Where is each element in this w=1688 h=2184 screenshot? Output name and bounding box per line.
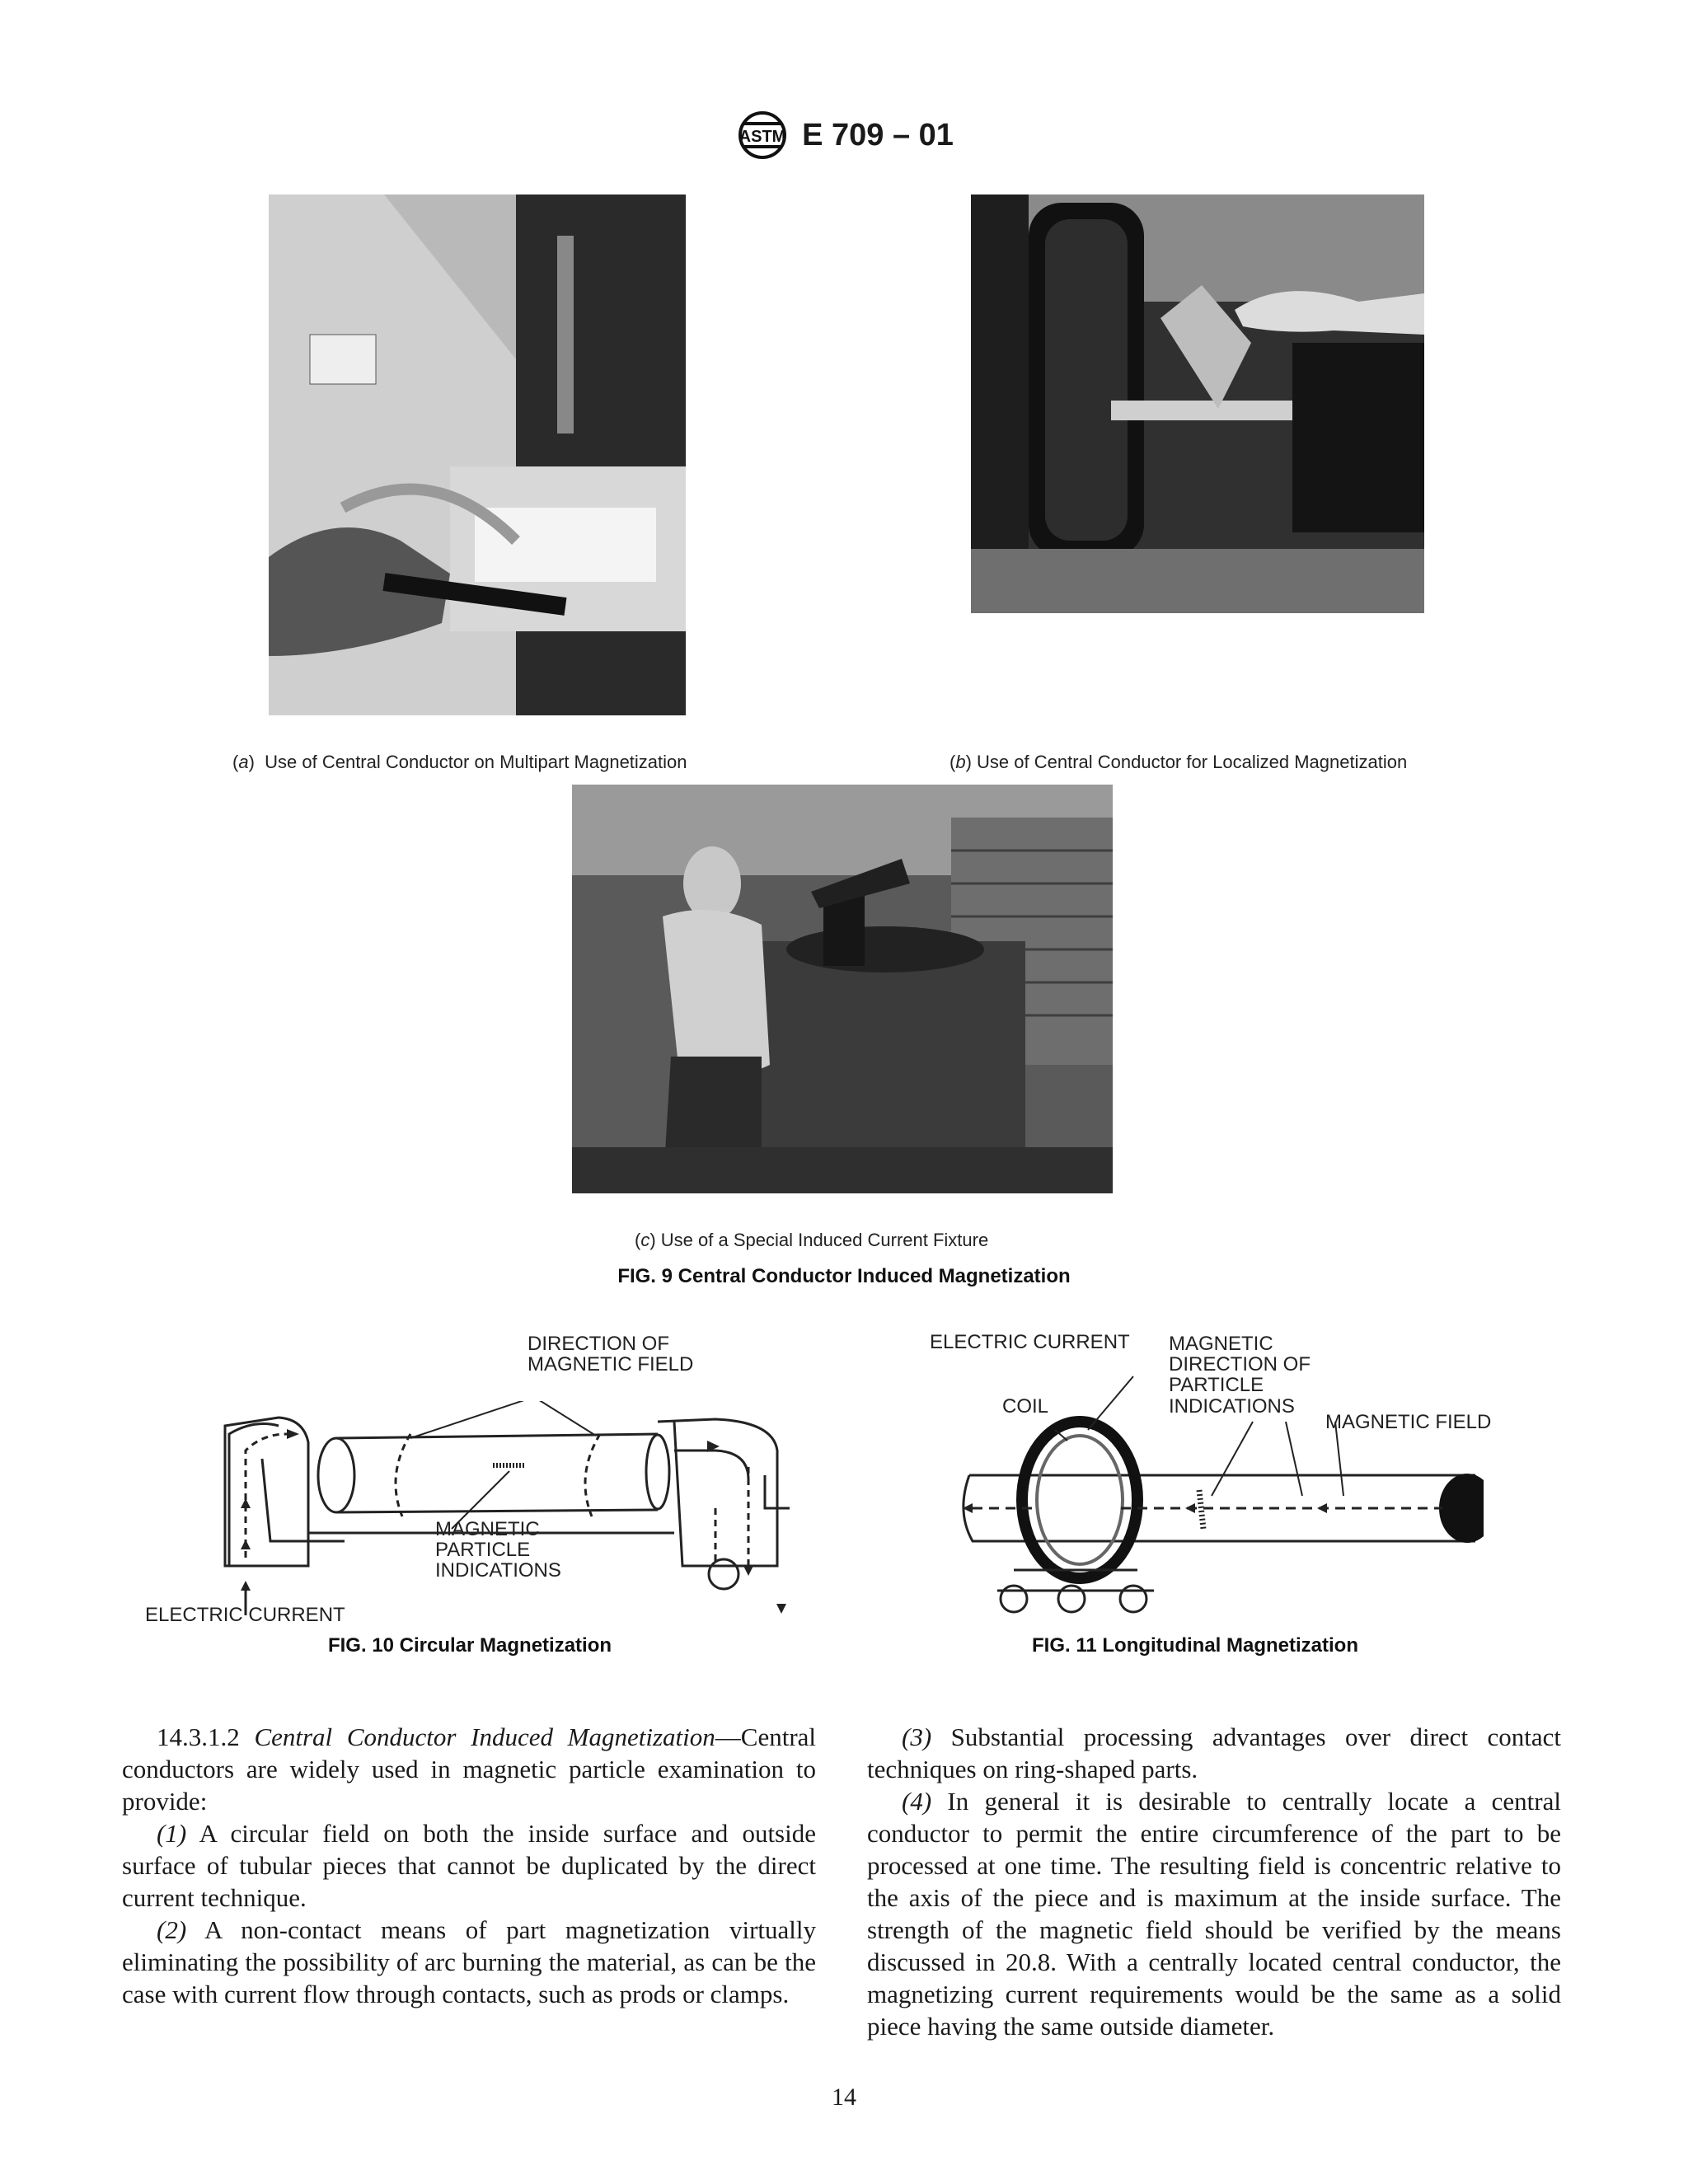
right-text-column <box>867 1721 1561 2042</box>
fig9c-caption: (c) Use of a Special Induced Current Fixture <box>635 1230 989 1250</box>
list-item-4 <box>867 1785 1561 2042</box>
fig11-label-magnetic-field: MAGNETIC FIELD <box>1325 1411 1492 1433</box>
list-text-4: In general it is desirable to centrally locate a central conductor to permit the entire circumference of the part to be processed at one time. The resulting field is concentric relative to the axis of the piece and is maximum at the inside surface. The strength of the magnetic field should be verified by the means discussed in 20.8. With a centrally located central conductor, the magnetizing current requirements would be the same as a solid piece having the same outside diameter. <box>867 1787 1561 2041</box>
list-item-1 <box>122 1817 816 1914</box>
svg-text:ASTM: ASTM <box>738 128 786 146</box>
photo-central-conductor-multipart <box>269 194 686 715</box>
section-heading: Central Conductor Induced Magnetization <box>254 1722 715 1751</box>
photo-special-induced-current-fixture <box>572 785 1113 1193</box>
fig9b-letter: b <box>955 752 966 772</box>
fig10-label-particle-indications: MAGNETIC PARTICLE INDICATIONS <box>435 1518 561 1582</box>
fig9b-caption-text: Use of Central Conductor for Localized Magnetization <box>977 752 1408 772</box>
list-marker-2: (2) <box>157 1915 187 1944</box>
fig9a-caption-text: Use of Central Conductor on Multipart Magnetization <box>265 752 687 772</box>
list-marker-1: (1) <box>157 1819 187 1848</box>
photo-central-conductor-localized <box>971 194 1424 613</box>
list-text-3: Substantial processing advantages over direct contact techniques on ring-shaped parts. <box>867 1722 1561 1783</box>
fig10-label-electric-current: ELECTRIC CURRENT <box>145 1604 345 1626</box>
fig11-caption: FIG. 11 Longitudinal Magnetization <box>1032 1634 1358 1657</box>
fig11-label-coil: COIL <box>1002 1395 1049 1418</box>
page-number: 14 <box>832 2083 856 2111</box>
fig9b-caption: (b) Use of Central Conductor for Localized Magnetization <box>950 752 1408 772</box>
fig9-caption: FIG. 9 Central Conductor Induced Magnetization <box>617 1265 1071 1287</box>
astm-logo-icon <box>734 109 790 162</box>
left-text-column <box>122 1721 816 2010</box>
fig11-label-electric-current: ELECTRIC CURRENT <box>930 1331 1130 1353</box>
section-intro: —Central conductors are widely used in magnetic particle examination to provide: <box>122 1722 817 1816</box>
fig9a-letter: a <box>238 752 249 772</box>
list-text-2: A non-contact means of part magnetization virtually eliminating the possibility of arc burning the material, as can be the case with current flow through contacts, such as prods or clamps. <box>122 1915 816 2008</box>
list-marker-3: (3) <box>902 1722 932 1751</box>
page-header <box>0 109 1688 162</box>
fig9c-letter: c <box>640 1230 650 1250</box>
section-number: 14.3.1.2 <box>157 1722 240 1751</box>
fig9a-caption: (a) Use of Central Conductor on Multipart Magnetization <box>232 752 687 772</box>
list-marker-4: (4) <box>902 1787 932 1816</box>
list-item-2 <box>122 1914 816 2010</box>
fig10-label-direction-of-field: DIRECTION OF MAGNETIC FIELD <box>528 1333 694 1376</box>
paragraph-14-3-1-2 <box>122 1721 816 1817</box>
document-designation: E 709 – 01 <box>802 117 954 152</box>
fig10-caption: FIG. 10 Circular Magnetization <box>327 1634 612 1657</box>
list-item-3 <box>867 1721 1561 1785</box>
fig11-label-magnetic-direction: MAGNETIC DIRECTION OF PARTICLE INDICATIONS <box>1169 1333 1311 1418</box>
list-text-1: A circular field on both the inside surface and outside surface of tubular pieces that cannot be duplicated by the direct current technique. <box>122 1819 816 1912</box>
fig9c-caption-text: Use of a Special Induced Current Fixture <box>660 1230 989 1250</box>
circular-magnetization-diagram <box>138 1401 798 1615</box>
